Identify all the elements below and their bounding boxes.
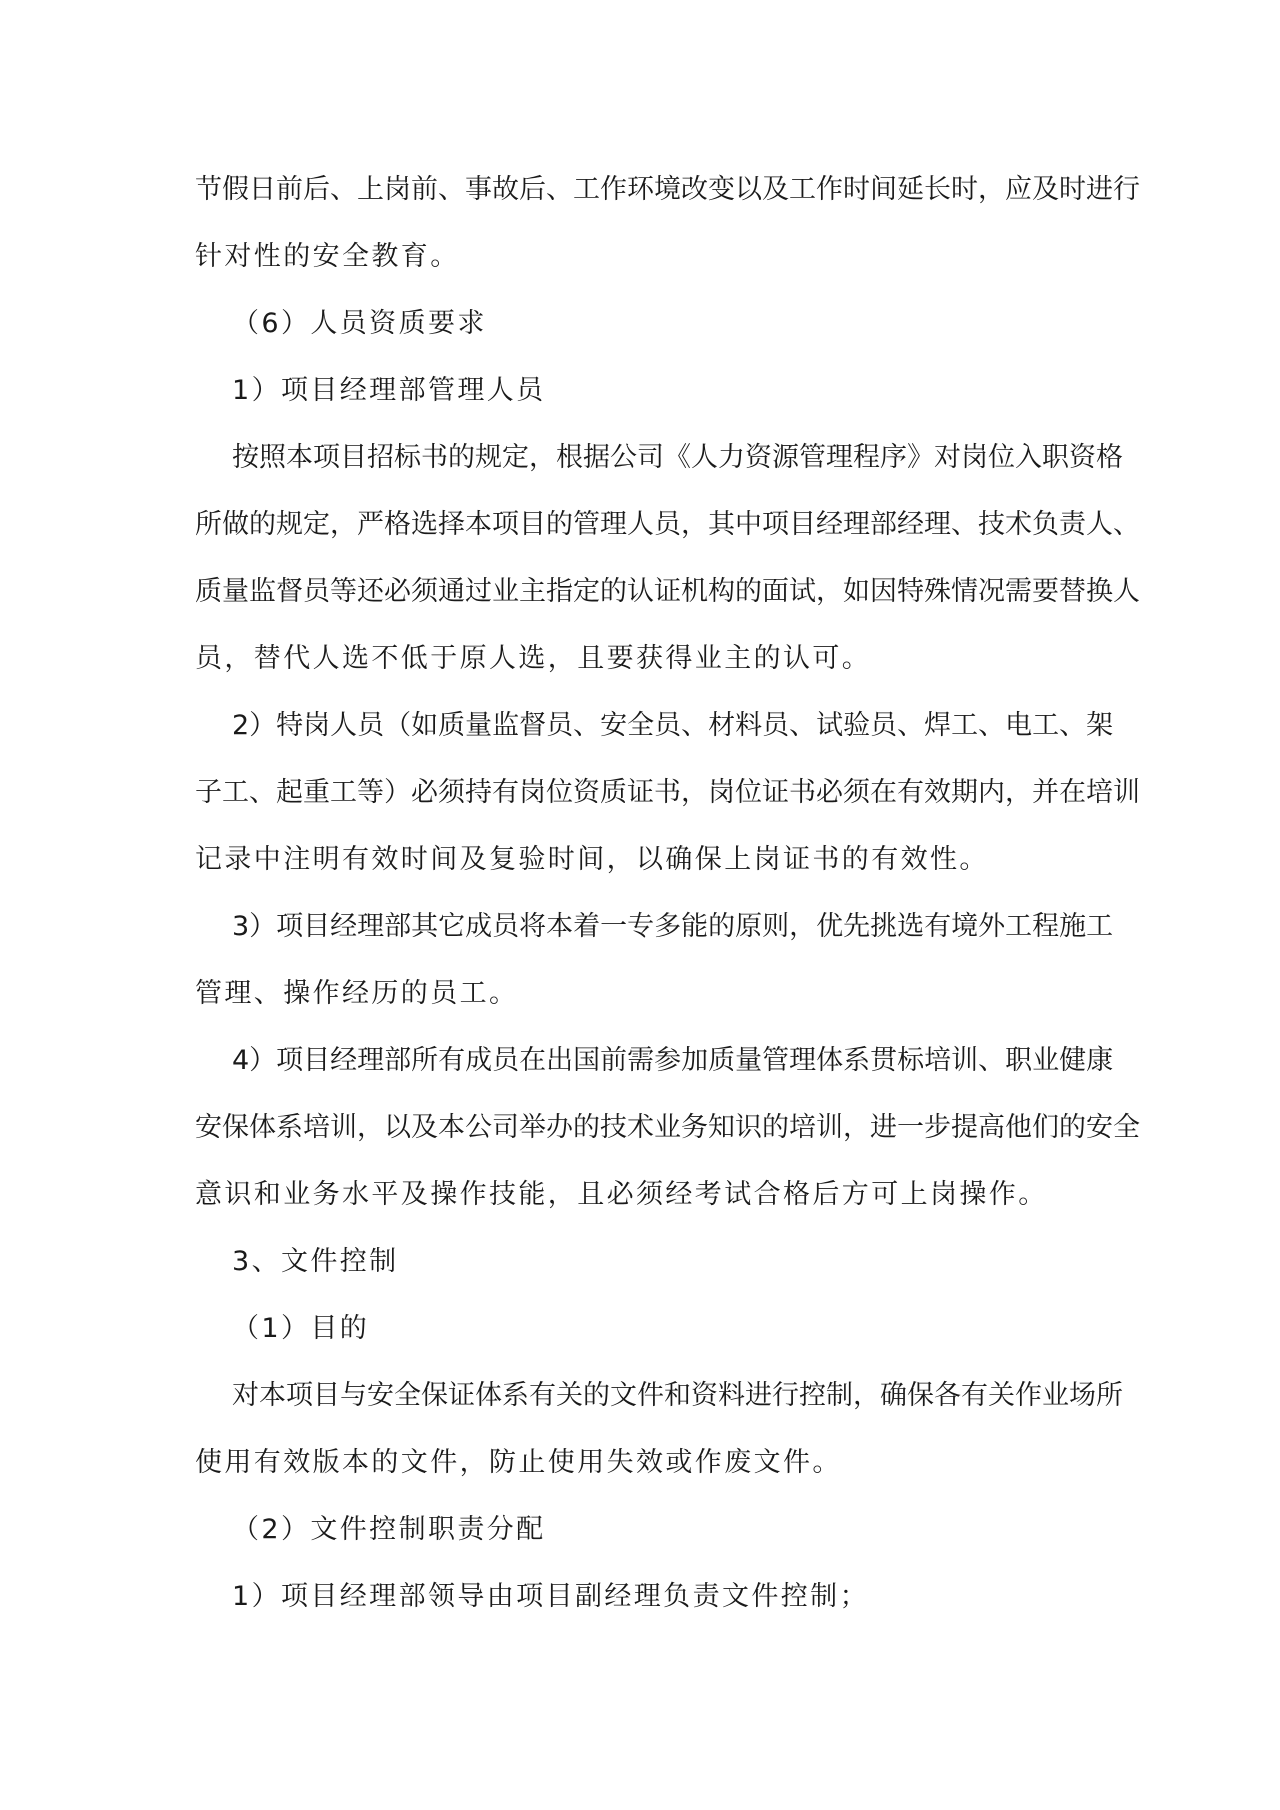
section-heading: （6）人员资质要求 <box>232 308 487 339</box>
paragraph-line: 记录中注明有效时间及复验时间，以确保上岗证书的有效性。 <box>195 844 989 875</box>
paragraph-line: 针对性的安全教育。 <box>195 241 460 272</box>
paragraph-line: 管理、操作经历的员工。 <box>195 978 519 1009</box>
paragraph-line: 按照本项目招标书的规定，根据公司《人力资源管理程序》对岗位入职资格 <box>232 442 1123 473</box>
paragraph-line: 质量监督员等还必须通过业主指定的认证机构的面试，如因特殊情况需要替换人 <box>195 576 1140 607</box>
paragraph-line: 3）项目经理部其它成员将本着一专多能的原则，优先挑选有境外工程施工 <box>232 911 1114 942</box>
list-item: 1）项目经理部领导由项目副经理负责文件控制； <box>232 1581 869 1612</box>
paragraph-line: 4）项目经理部所有成员在出国前需参加质量管理体系贯标培训、职业健康 <box>232 1045 1114 1076</box>
paragraph-line: 意识和业务水平及操作技能，且必须经考试合格后方可上岗操作。 <box>195 1179 1048 1210</box>
paragraph-line: 安保体系培训，以及本公司举办的技术业务知识的培训，进一步提高他们的安全 <box>195 1112 1140 1143</box>
paragraph-line: 使用有效版本的文件，防止使用失效或作废文件。 <box>195 1447 842 1478</box>
paragraph-line: 节假日前后、上岗前、事故后、工作环境改变以及工作时间延长时，应及时进行 <box>195 174 1140 205</box>
subsection-heading: （1）目的 <box>232 1313 370 1344</box>
subsection-heading: 1）项目经理部管理人员 <box>232 375 546 406</box>
paragraph-line: 员，替代人选不低于原人选，且要获得业主的认可。 <box>195 643 872 674</box>
section-heading: 3、文件控制 <box>232 1246 399 1277</box>
paragraph-line: 2）特岗人员（如质量监督员、安全员、材料员、试验员、焊工、电工、架 <box>232 710 1114 741</box>
paragraph-line: 所做的规定，严格选择本项目的管理人员，其中项目经理部经理、技术负责人、 <box>195 509 1140 540</box>
paragraph-line: 子工、起重工等）必须持有岗位资质证书，岗位证书必须在有效期内，并在培训 <box>195 777 1140 808</box>
subsection-heading: （2）文件控制职责分配 <box>232 1514 546 1545</box>
paragraph-line: 对本项目与安全保证体系有关的文件和资料进行控制，确保各有关作业场所 <box>232 1380 1123 1411</box>
